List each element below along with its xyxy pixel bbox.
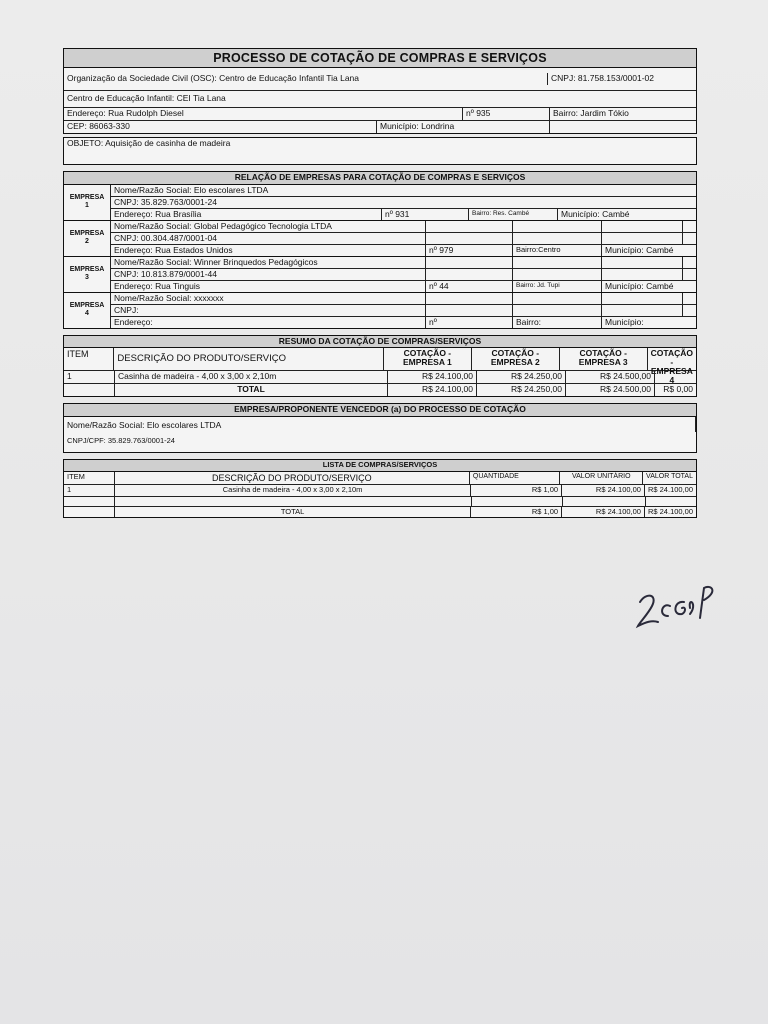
empresa-endereco: Endereço: xyxy=(111,317,426,328)
empresa-endereco: Endereço: Rua Brasília xyxy=(111,209,382,220)
objeto-section xyxy=(63,137,697,165)
resumo-item-v1: R$ 24.100,00 xyxy=(388,371,477,383)
vencedor-cnpj: CNPJ/CPF: 35.829.763/0001-24 xyxy=(67,435,175,445)
resumo-item-v2: R$ 24.250,00 xyxy=(477,371,566,383)
empresa-3 xyxy=(64,257,696,293)
empresa-endereco: Endereço: Rua Tinguis xyxy=(111,281,426,292)
resumo-total-v3: R$ 24.500,00 xyxy=(566,384,655,396)
resumo-col-item: ITEM xyxy=(64,348,114,370)
empresa-numero: nº 979 xyxy=(426,245,513,256)
empresa-nome: Nome/Razão Social: Winner Brinquedos Pedagógicos xyxy=(111,257,426,268)
lista-col-item: ITEM xyxy=(64,472,115,484)
empresa-2 xyxy=(64,221,696,257)
empresa-numero: nº 931 xyxy=(382,209,469,220)
centro-row xyxy=(64,91,696,108)
page-title: PROCESSO DE COTAÇÃO DE COMPRAS E SERVIÇOS xyxy=(64,49,696,68)
resumo-item-v4 xyxy=(655,371,696,383)
objeto: OBJETO: Aquisição de casinha de madeira xyxy=(67,137,231,148)
empresa-numero: nº xyxy=(426,317,513,328)
empresa-municipio: Município: Cambé xyxy=(605,280,674,291)
lista-total-label: TOTAL xyxy=(115,507,471,518)
empresa-cnpj: CNPJ: 35.829.763/0001-24 xyxy=(114,196,218,207)
empresa-cnpj: CNPJ: 10.813.879/0001-44 xyxy=(111,269,426,280)
lista-item-num: 1 xyxy=(64,485,115,496)
resumo-item-row xyxy=(64,371,696,384)
lista-item-qtd: R$ 1,00 xyxy=(471,485,562,496)
empresa-nome: Nome/Razão Social: Global Pedagógico Tecnologia LTDA xyxy=(111,221,426,232)
lista-item-vu: R$ 24.100,00 xyxy=(562,485,645,496)
resumo-title: RESUMO DA COTAÇÃO DE COMPRAS/SERVIÇOS xyxy=(64,336,696,349)
cep-row-empty xyxy=(550,121,696,133)
osc-cnpj: CNPJ: 81.758.153/0001-02 xyxy=(551,73,655,84)
lista-total-row xyxy=(64,507,696,518)
lista-col-vt: VALOR TOTAL xyxy=(646,472,693,480)
resumo-section xyxy=(63,335,697,397)
endereco-row xyxy=(64,108,696,121)
empresa-nome: Nome/Razão Social: Elo escolares LTDA xyxy=(114,184,269,195)
osc-row xyxy=(64,68,696,91)
header-section xyxy=(63,48,697,134)
empresa-municipio: Município: Cambé xyxy=(561,208,630,219)
empresa-cnpj: CNPJ: xyxy=(111,305,426,316)
lista-total-vt: R$ 24.100,00 xyxy=(647,506,694,516)
resumo-total-v4: R$ 0,00 xyxy=(663,384,693,395)
cep: CEP: 86063-330 xyxy=(64,121,377,133)
lista-total-vu: R$ 24.100,00 xyxy=(562,507,645,518)
empresa-municipio: Município: xyxy=(605,316,644,327)
resumo-col-cot3: COTAÇÃO - EMPRESA 3 xyxy=(560,348,648,370)
lista-section xyxy=(63,459,697,518)
empresa-bairro: Bairro: Jd. Tupi xyxy=(513,281,602,292)
empresa-numero: nº 44 xyxy=(426,281,513,292)
empresa-cnpj: CNPJ: 00.304.487/0001-04 xyxy=(111,233,426,244)
bairro: Bairro: Jardim Tókio xyxy=(553,108,629,119)
empresa-4 xyxy=(64,293,696,328)
resumo-col-desc: DESCRIÇÃO DO PRODUTO/SERVIÇO xyxy=(114,348,383,370)
lista-col-qtd: QUANTIDADE xyxy=(470,472,561,484)
osc-name: Organização da Sociedade Civil (OSC): Centro de Educação Infantil Tia Lana xyxy=(64,73,548,85)
empresa-bairro: Bairro:Centro xyxy=(513,245,602,256)
signature xyxy=(632,578,722,634)
vencedor-section xyxy=(63,403,697,453)
lista-item-vt: R$ 24.100,00 xyxy=(647,484,694,494)
empresa-bairro: Bairro: Res. Cambé xyxy=(469,209,558,220)
resumo-item-v3: R$ 24.500,00 xyxy=(566,371,655,383)
numero: nº 935 xyxy=(463,108,550,120)
lista-item-desc: Casinha de madeira - 4,00 x 3,00 x 2,10m xyxy=(115,485,471,496)
empresa-municipio: Município: Cambé xyxy=(605,244,674,255)
empresa-label: EMPRESA 1 xyxy=(64,185,111,220)
lista-total-qtd: R$ 1,00 xyxy=(471,507,562,518)
resumo-total-v2: R$ 24.250,00 xyxy=(477,384,566,396)
cep-row xyxy=(64,121,696,133)
empresa-1 xyxy=(64,185,696,221)
resumo-total-label: TOTAL xyxy=(115,384,388,396)
quotation-form xyxy=(63,48,697,518)
lista-header-row xyxy=(64,472,696,485)
resumo-item-num: 1 xyxy=(64,371,115,383)
empresa-label: EMPRESA 2 xyxy=(64,221,111,256)
resumo-item-desc: Casinha de madeira - 4,00 x 3,00 x 2,10m xyxy=(115,371,388,383)
lista-item-row xyxy=(64,485,696,497)
empresa-bairro: Bairro: xyxy=(513,317,602,328)
municipio: Município: Londrina xyxy=(377,121,550,133)
lista-empty-row xyxy=(64,497,696,507)
resumo-col-cot2: COTAÇÃO - EMPRESA 2 xyxy=(472,348,560,370)
empresa-label: EMPRESA 4 xyxy=(64,293,111,328)
empresa-endereco: Endereço: Rua Estados Unidos xyxy=(111,245,426,256)
empresas-section xyxy=(63,171,697,329)
centro-name: Centro de Educação Infantil: CEI Tia Lana xyxy=(67,93,226,104)
lista-title: LISTA DE COMPRAS/SERVIÇOS xyxy=(64,460,696,472)
vencedor-title: EMPRESA/PROPONENTE VENCEDOR (a) DO PROCESSO DE COTAÇÃO xyxy=(64,404,696,417)
empresas-title: RELAÇÃO DE EMPRESAS PARA COTAÇÃO DE COMPRAS E SERVIÇOS xyxy=(64,172,696,185)
resumo-col-cot1: COTAÇÃO - EMPRESA 1 xyxy=(384,348,472,370)
empresa-nome: Nome/Razão Social: xxxxxxx xyxy=(111,293,426,304)
resumo-total-v1: R$ 24.100,00 xyxy=(388,384,477,396)
resumo-col-cot4: COTAÇÃO - EMPRESA 4 xyxy=(650,348,694,386)
lista-col-vu: VALOR UNITÁRIO xyxy=(560,472,643,484)
resumo-total-row xyxy=(64,384,696,396)
empresa-label: EMPRESA 3 xyxy=(64,257,111,292)
lista-col-desc: DESCRIÇÃO DO PRODUTO/SERVIÇO xyxy=(115,472,470,484)
endereco: Endereço: Rua Rudolph Diesel xyxy=(64,108,463,120)
vencedor-nome: Nome/Razão Social: Elo escolares LTDA xyxy=(64,417,696,432)
